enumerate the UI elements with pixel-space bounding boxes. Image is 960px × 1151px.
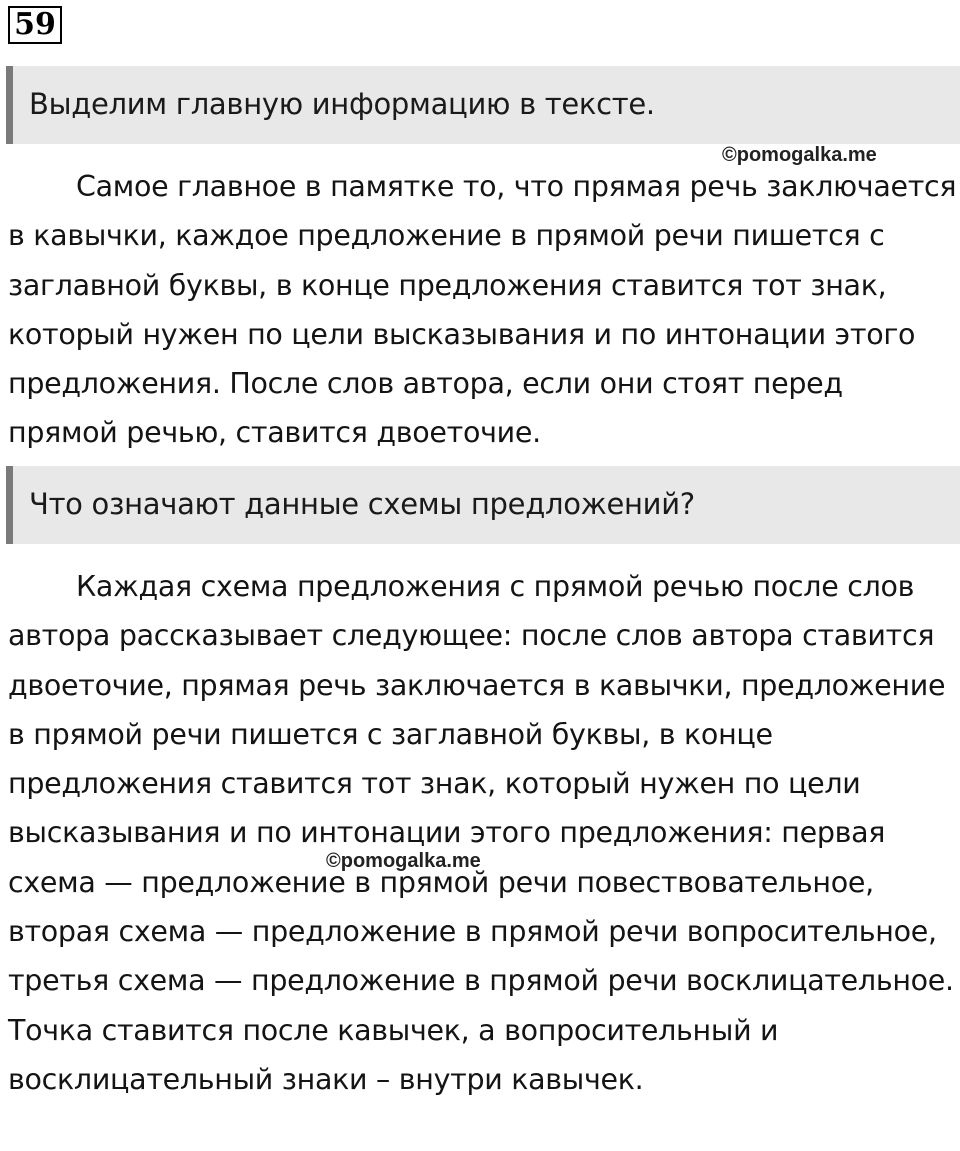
section-heading-1 [6,66,960,144]
section-heading-text: Выделим главную информацию в тексте. [29,87,655,121]
task-number: 59 [8,6,62,44]
watermark: ©pomogalka.me [326,850,481,872]
answer-paragraph-1: Самое главное в памятке то, что прямая речь заключается в кавычки, каждое предложение в прямой речи пишется с заглавной буквы, в конце предложения ставится тот знак, который нужен по цели высказывания и по интонации этого предложения. После слов автора, если они стоят перед прямой речью, ставится двоеточие. [8,170,957,450]
section-heading-2 [6,466,960,544]
answer-paragraph-2: Каждая схема предложения с прямой речью после слов автора рассказывает следующее: после слов автора ставится двоеточие, прямая речь заключается в кавычки, предложение в прямой речи пишется с заглавной буквы, в конце предложения ставится тот знак, который нужен по цели высказывания и по интонации этого предложения: первая схема — предложение в прямой речи повествовательное, вторая схема — предложение в прямой речи вопросительное, третья схема — предложение в прямой речи восклицательное. Точка ставится после кавычек, а вопросительный и восклицательный знаки – внутри кавычек. [8,570,954,1096]
watermark: ©pomogalka.me [722,144,877,166]
section-heading-text: Что означают данные схемы предложений? [29,487,695,521]
